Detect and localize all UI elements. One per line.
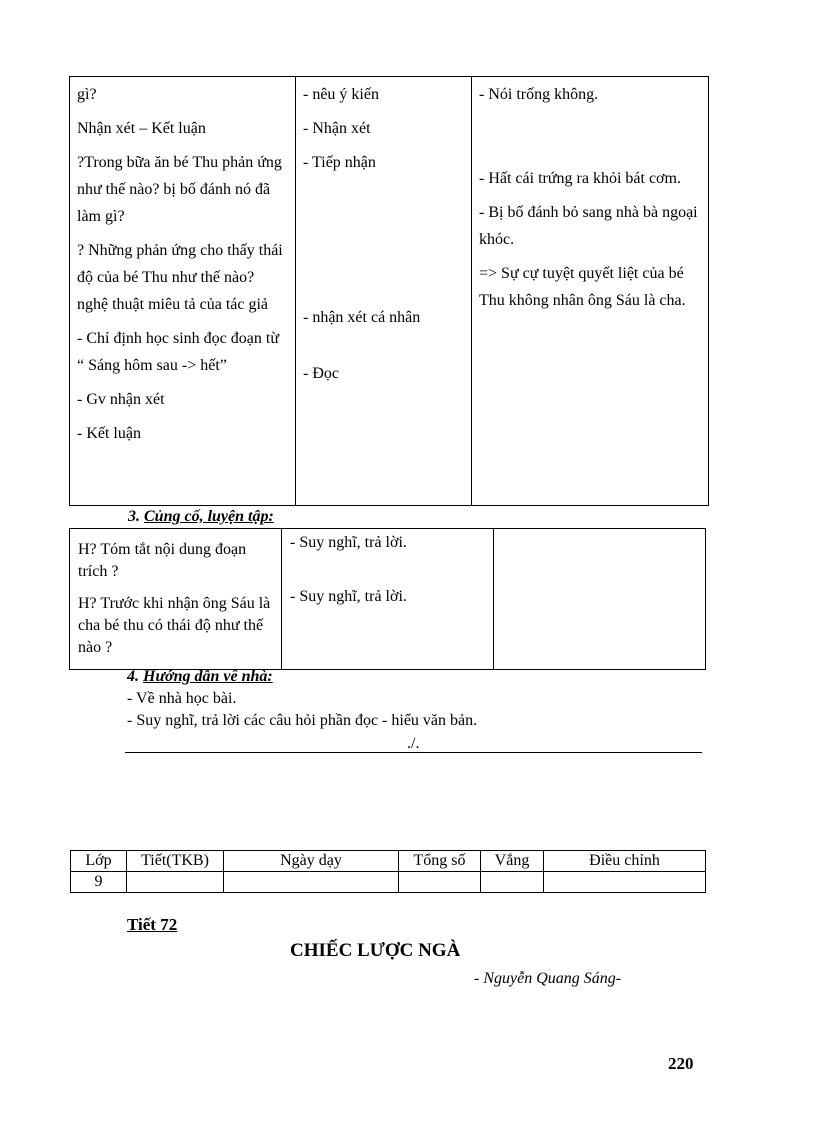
lesson-number: Tiết 72 <box>127 915 178 934</box>
student-activity-cell <box>296 77 472 506</box>
table-cell <box>399 872 481 893</box>
homework-line: - Về nhà học bài. <box>127 690 237 707</box>
cell-text: - Tiếp nhận <box>303 154 376 171</box>
cell-text: - Nói trống không. <box>479 86 599 103</box>
cell-text: => Sự cự tuyệt quyết liệt của bé Thu không nhân ông Sáu là cha. <box>479 265 686 309</box>
teacher-activity-cell <box>70 77 296 506</box>
section-number: 3. <box>128 508 144 525</box>
section-title: Củng cố, luyện tập: <box>144 508 274 525</box>
divider <box>125 752 702 753</box>
table-cell <box>127 872 224 893</box>
header-cell: Tổng số <box>399 851 481 872</box>
class-schedule-table <box>70 850 706 893</box>
cell-text: - nêu ý kiến <box>303 86 379 103</box>
cell-text: - Chỉ định học sinh đọc đoạn từ “ Sáng hôm sau -> hết” <box>77 330 279 374</box>
table-cell <box>544 872 706 893</box>
table-cell <box>481 872 544 893</box>
empty-cell <box>494 529 706 670</box>
cell-text: - Nhận xét <box>303 120 371 137</box>
lesson-title: CHIẾC LƯỢC NGÀ <box>290 940 461 961</box>
cell-text: - Suy nghĩ, trả lời. <box>290 588 407 605</box>
content-cell <box>472 77 709 506</box>
lesson-author: - Nguyễn Quang Sáng- <box>474 970 622 987</box>
section-number: 4. <box>127 668 143 685</box>
homework-line: - Suy nghĩ, trả lời các câu hỏi phần đọc - hiểu văn bản. <box>127 712 478 729</box>
section-3-heading <box>128 508 274 526</box>
cell-text: - Gv nhận xét <box>77 391 165 408</box>
table-header-row <box>71 851 706 872</box>
table-row <box>70 77 709 506</box>
table-row <box>71 872 706 893</box>
header-cell: Điều chỉnh <box>544 851 706 872</box>
cell-text: - Bị bố đánh bỏ sang nhà bà ngoại khóc. <box>479 204 698 248</box>
practice-table <box>69 528 706 670</box>
header-cell: Tiết(TKB) <box>127 851 224 872</box>
page-number: 220 <box>668 1054 694 1073</box>
end-mark: ./. <box>407 735 420 752</box>
cell-text: ? Những phản ứng cho thấy thái độ của bé Thu như thế nào? nghệ thuật miêu tả của tác giả <box>77 242 283 313</box>
cell-text: - nhận xét cá nhân <box>303 309 421 326</box>
lesson-activity-table <box>69 76 709 506</box>
cell-text: Nhận xét – Kết luận <box>77 120 206 137</box>
table-cell: 9 <box>71 872 127 893</box>
section-title: Hướng dẫn về nhà: <box>143 668 273 685</box>
table-cell <box>224 872 399 893</box>
cell-text: - Kết luận <box>77 425 141 442</box>
question-cell <box>70 529 282 670</box>
header-cell: Lớp <box>71 851 127 872</box>
cell-text: - Hất cái trứng ra khỏi bát cơm. <box>479 170 681 187</box>
table-row <box>70 529 706 670</box>
answer-cell <box>282 529 494 670</box>
cell-text: H? Tóm tắt nội dung đoạn trích ? <box>78 541 247 580</box>
cell-text: gì? <box>77 86 97 103</box>
cell-text: H? Trước khi nhận ông Sáu là cha bé thu có thái độ như thế nào ? <box>78 595 271 656</box>
header-cell: Ngày dạy <box>224 851 399 872</box>
cell-text: - Suy nghĩ, trả lời. <box>290 534 407 551</box>
header-cell: Vắng <box>481 851 544 872</box>
cell-text: ?Trong bữa ăn bé Thu phản ứng như thế nào? bị bố đánh nó đã làm gì? <box>77 154 282 225</box>
section-4-heading <box>127 668 273 686</box>
cell-text: - Đọc <box>303 365 339 382</box>
